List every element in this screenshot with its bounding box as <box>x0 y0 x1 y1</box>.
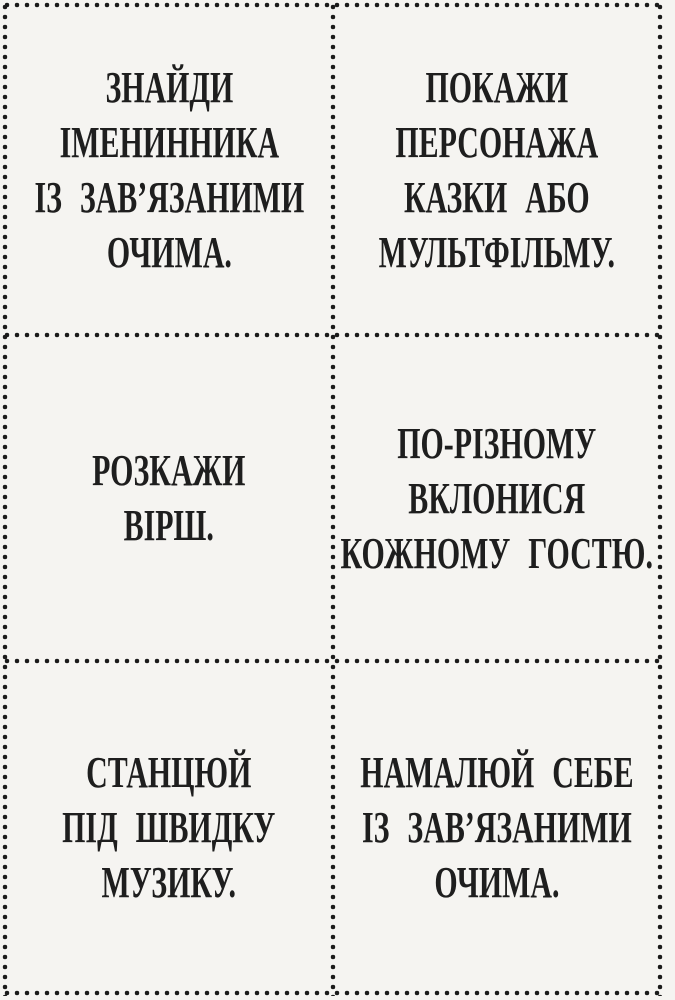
card-line: ВІРШ. <box>123 501 215 550</box>
card-line: НАМАЛЮЙ СЕБЕ <box>359 747 634 797</box>
card-line: ІЗ ЗАВ’ЯЗАНИМИ <box>34 173 304 222</box>
card-line: ПОКАЖИ <box>425 63 568 112</box>
card-line: КАЗКИ АБО <box>403 173 590 222</box>
task-card-3 <box>5 335 333 661</box>
task-card-text <box>92 443 245 553</box>
card-line: ІЗ ЗАВ’ЯЗАНИМИ <box>361 802 632 852</box>
task-card-4 <box>333 335 660 661</box>
card-line: МУЛЬТФІЛЬМУ. <box>378 228 615 277</box>
card-line: РОЗКАЖИ <box>92 446 246 495</box>
task-card-text <box>340 416 652 581</box>
card-line: МУЗИКУ. <box>101 857 237 907</box>
card-line: ВКЛОНИСЯ <box>408 473 585 523</box>
card-line: ОЧИМА. <box>433 857 560 907</box>
task-card-text <box>360 745 633 910</box>
task-card-1 <box>5 5 333 335</box>
task-card-6 <box>333 661 660 993</box>
dotted-cut-line-vertical-center <box>330 2 336 996</box>
card-line: ПО-РІЗНОМУ <box>397 418 596 468</box>
card-line: СТАНЦЮЙ <box>86 747 252 797</box>
card-line: ЗНАЙДИ <box>105 63 233 112</box>
card-line: ПЕРСОНАЖА <box>395 118 598 167</box>
card-line: ПІД ШВИДКУ <box>62 802 276 852</box>
card-line: ОЧИМА. <box>106 228 232 277</box>
task-card-text <box>62 745 275 910</box>
task-card-2 <box>333 5 660 335</box>
task-card-5 <box>5 661 333 993</box>
task-card-text <box>34 60 304 280</box>
dotted-cut-line-vertical-right <box>657 2 663 996</box>
dotted-cut-line-vertical-left <box>2 2 8 996</box>
task-card-text <box>378 60 614 280</box>
card-line: КОЖНОМУ ГОСТЮ. <box>340 528 653 578</box>
card-line: ІМЕНИННИКА <box>59 118 279 167</box>
